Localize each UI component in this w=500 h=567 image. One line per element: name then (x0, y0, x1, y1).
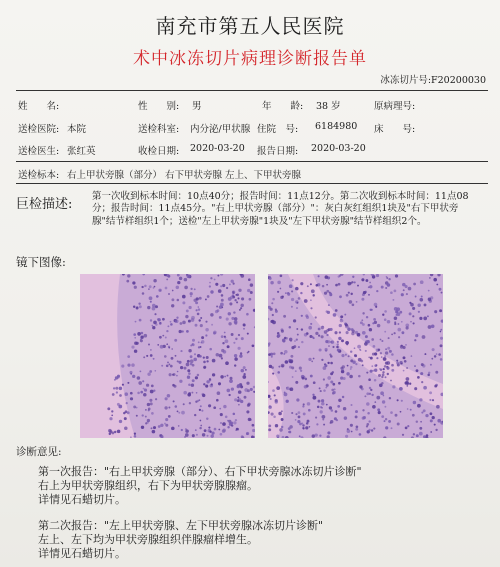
doctor-label: 送检医生: (18, 146, 60, 157)
frozen-section-number (380, 72, 486, 86)
hospital-name: 南充市第五人民医院 (155, 14, 345, 38)
name-label: 姓 名: (18, 101, 60, 112)
diagnosis-label: 诊断意见: (16, 446, 62, 458)
received-date-value: 2020-03-20 (190, 143, 245, 154)
microscopy-images-label: 镜下图像: (16, 255, 66, 269)
report-date-label: 报告日期: (257, 146, 299, 157)
age-value: 38 岁 (316, 101, 341, 112)
hospital-label: 送检医院: (18, 124, 60, 135)
second-report-note: 详情见石蜡切片。 (38, 547, 126, 560)
department-value: 内分泌/甲状腺 (190, 124, 251, 135)
microscopy-image-right (268, 274, 443, 438)
admission-label: 住院 号: (257, 124, 299, 135)
hospital-value: 本院 (67, 124, 87, 135)
divider-top (16, 90, 488, 91)
admission-value: 6184980 (315, 121, 358, 132)
gross-description-text: 第一次收到标本时间：10点40分；报告时间：11点12分。第二次收到标本时间：11点08分；报告时间：11点45分。"右上甲状旁腺（部分）"：灰白灰红组织1块及"右下甲状旁腺"结节样组织1个；送检"左上甲状旁腺"1块及"左下甲状旁腺"结节样组织2个。 (92, 191, 469, 227)
report-title: 术中冰冻切片病理诊断报告单 (133, 49, 367, 69)
frozen-no-value: F20200030 (431, 75, 486, 86)
gross-description-label: 巨检描述: (16, 197, 73, 212)
pathology-no-label: 原病理号: (374, 101, 416, 112)
divider-middle (16, 161, 488, 162)
sex-value: 男 (192, 101, 202, 112)
first-report-title: 第一次报告："右上甲状旁腺（部分）、右下甲状旁腺冰冻切片诊断" (38, 465, 362, 478)
sex-label: 性 别: (138, 101, 180, 112)
received-date-label: 收检日期: (138, 146, 180, 157)
first-report-result: 右上为甲状旁腺组织，右下为甲状旁腺腺瘤。 (38, 479, 258, 492)
department-label: 送检科室: (138, 124, 180, 135)
doctor-value: 张红英 (67, 146, 96, 157)
specimen-value: 右上甲状旁腺（部分） 右下甲状旁腺 左上、下甲状旁腺 (67, 170, 302, 181)
microscopy-image-left (80, 274, 255, 438)
second-report-title: 第二次报告："左上甲状旁腺、左下甲状旁腺冰冻切片诊断" (38, 519, 324, 532)
frozen-no-label: 冰冻切片号: (380, 75, 432, 86)
age-label: 年 龄: (262, 101, 304, 112)
bed-label: 床 号: (374, 124, 416, 135)
specimen-label: 送检标本: (18, 170, 60, 181)
report-date-value: 2020-03-20 (311, 143, 366, 154)
first-report-note: 详情见石蜡切片。 (38, 493, 126, 506)
divider-specimen (16, 183, 488, 184)
second-report-result: 左上、左下均为甲状旁腺组织伴腺瘤样增生。 (38, 533, 258, 546)
